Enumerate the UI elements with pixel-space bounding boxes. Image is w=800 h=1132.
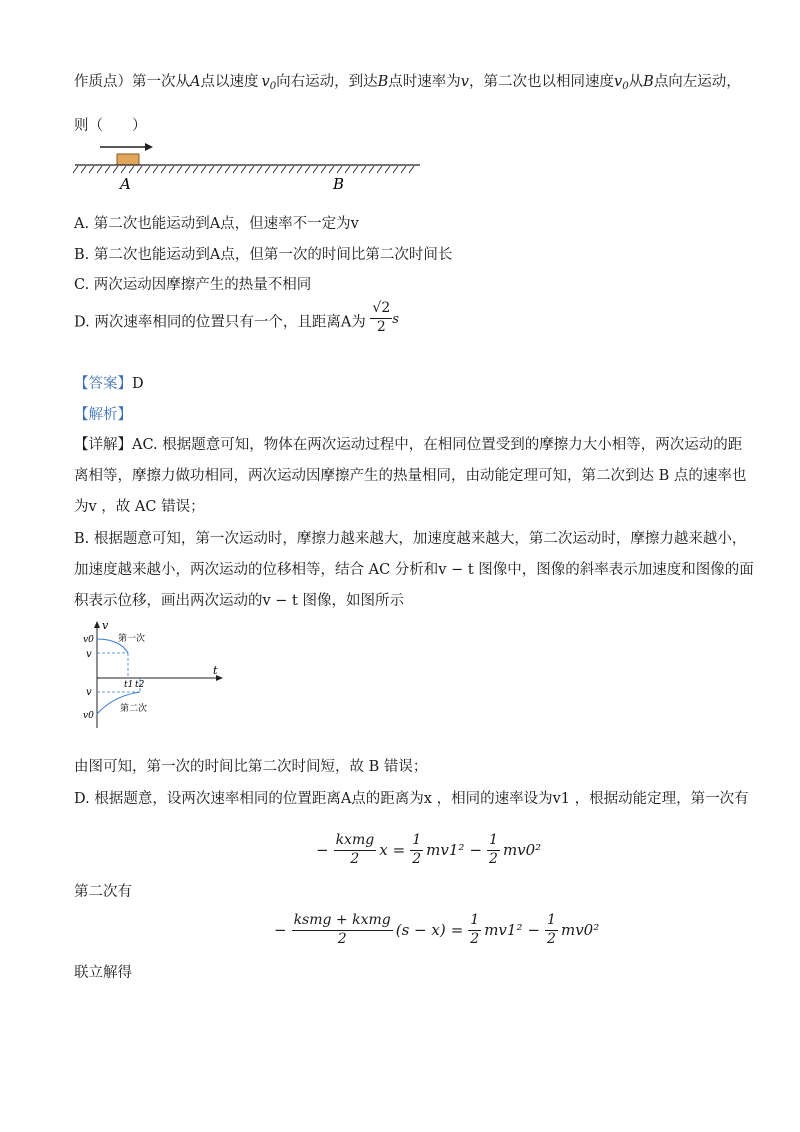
detail-p1-line3: 为v ，故 AC 错误； — [74, 499, 205, 515]
v-bottom-label: v — [86, 687, 92, 698]
equation-second-run: − $\frac{\text{ksmg + kxmg}}{2}$ (s − x) = $\frac{1}{2}$ mv1² − $\frac{1}{2}$ mv0² — [274, 912, 600, 947]
detail-p2-line1: B. 根据题意可知，第一次运动时，摩擦力越来越大，加速度越来越大，第二次运动时，摩擦力越来越小， — [74, 531, 747, 547]
option-c: C. 两次运动因摩擦产生的热量不相同 — [74, 277, 312, 293]
block — [117, 154, 139, 165]
point-a-label: A — [120, 175, 131, 192]
second-run-label: 第二次 — [120, 704, 148, 714]
answer-line: 【答案】D — [74, 376, 144, 392]
first-run-label: 第一次 — [118, 634, 146, 644]
detail-p2-line2: 加速度越来越小，两次运动的位移相等，结合 AC 分析和v − t 图像中，图像的斜率表示加速度和图像的面 — [74, 562, 754, 578]
v-top-label: v — [86, 649, 92, 660]
t-axis-label: t — [213, 664, 218, 677]
detail-p3: 由图可知，第一次的时间比第二次时间短，故 B 错误； — [74, 759, 428, 775]
detail-p6: 联立解得 — [74, 965, 132, 981]
option-b: B. 第二次也能运动到A点，但第一次的时间比第二次时间长 — [74, 247, 453, 263]
option-d: D. 两次速率相同的位置只有一个，且距离A为 $\frac{√2}{2}$ s — [74, 300, 399, 335]
v-axis-label: v — [102, 620, 109, 632]
point-b-label: B — [333, 175, 345, 192]
t1-label: t1 — [124, 680, 134, 690]
t2-label: t2 — [135, 680, 145, 690]
detail-p4: D. 根据题意，设两次速率相同的位置距离A点的距离为x ，相同的速率设为v1 ，根据动能定理，第一次有 — [74, 791, 749, 807]
v0-bottom-label: v0 — [83, 711, 94, 721]
equation-first-run: − $\frac{\text{kxmg}}{2}$ x = $\frac{1}{2}$ mv1² − $\frac{1}{2}$ mv0² — [316, 832, 542, 867]
question-stem-line2: 则（ ） — [74, 118, 147, 134]
detail-p1-line2: 离相等，摩擦力做功相同，两次运动因摩擦产生的热量相同，由动能定理可知，第二次到达 B 点的速率也 — [74, 468, 747, 484]
detail-p2-line3: 积表示位移，画出两次运动的v − t 图像，如图所示 — [74, 593, 404, 609]
analysis-label: 【解析】 — [74, 407, 132, 423]
v0-top-label: v0 — [83, 635, 94, 645]
track-figure — [70, 142, 430, 192]
option-a: A. 第二次也能运动到A点，但速率不一定为v — [74, 216, 359, 232]
vt-graph — [80, 620, 240, 730]
detail-p5: 第二次有 — [74, 884, 132, 900]
detail-p1-line1: 【详解】AC. 根据题意可知，物体在两次运动过程中，在相同位置受到的摩擦力大小相等，两次运动的距 — [74, 437, 743, 453]
question-stem-line1: 作质点）第一次从A点以速度 $v_0$向右运动，到达B点时速率为v，第二次也以相同速度$v_0$从B点向左运动， — [74, 74, 741, 93]
